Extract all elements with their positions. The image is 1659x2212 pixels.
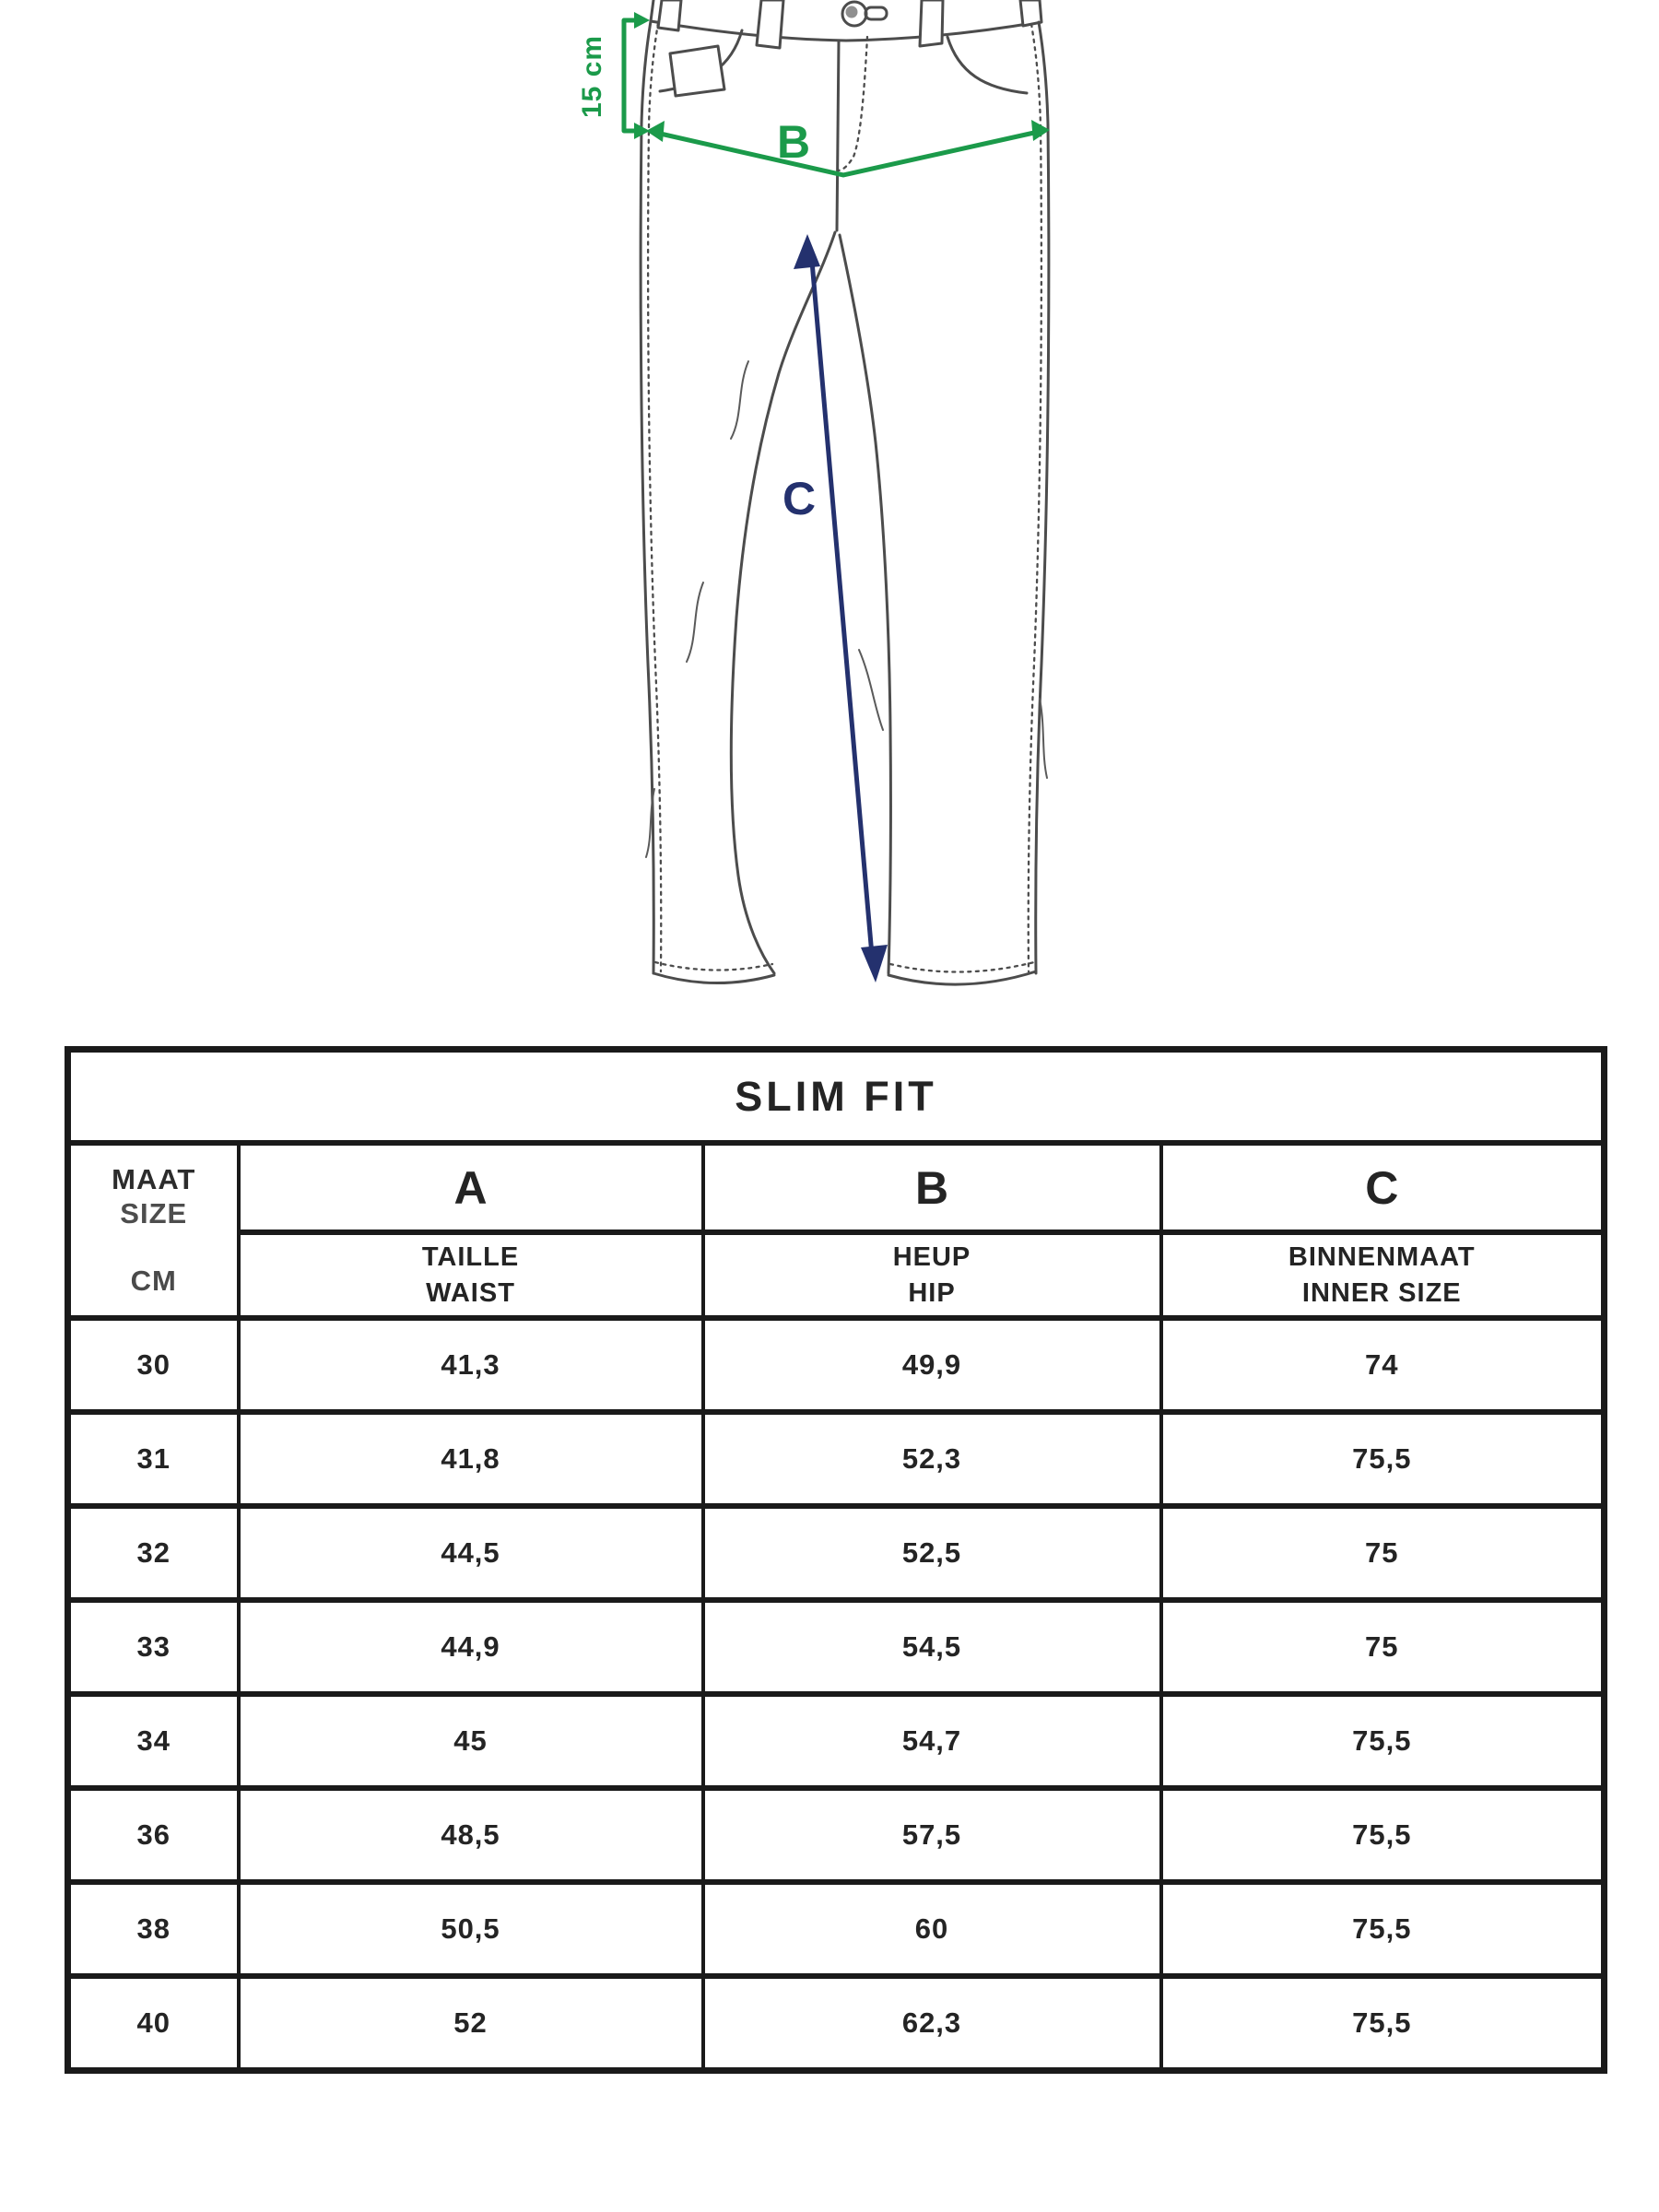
waist-cell: 44,9 — [239, 1600, 703, 1694]
center-front-line — [837, 41, 839, 230]
waist-cell: 45 — [239, 1694, 703, 1788]
column-label-waist: TAILLE WAIST — [239, 1232, 703, 1318]
table-row — [68, 1882, 1605, 1976]
right-pocket-opening — [947, 37, 1027, 93]
table-label-header-row — [68, 1232, 1605, 1318]
hip-cell: 60 — [703, 1882, 1161, 1976]
table-letter-header-row — [68, 1143, 1605, 1232]
hip-cell: 52,5 — [703, 1506, 1161, 1600]
wrinkle-mark — [1040, 699, 1047, 778]
size-header-en: SIZE — [120, 1197, 188, 1230]
right-outer-seam — [1036, 22, 1049, 973]
inner-size-cell: 75,5 — [1161, 1788, 1605, 1882]
inner-size-cell: 75,5 — [1161, 1882, 1605, 1976]
waist-cell: 52 — [239, 1976, 703, 2071]
hip-cell: 52,3 — [703, 1412, 1161, 1506]
table-row — [68, 1600, 1605, 1694]
size-cell: 40 — [68, 1976, 239, 2071]
measure-15cm-label: 15 cm — [577, 34, 607, 118]
size-cell: 36 — [68, 1788, 239, 1882]
hip-cell: 57,5 — [703, 1788, 1161, 1882]
waistband-left-edge — [651, 0, 653, 21]
wrinkle-mark — [859, 650, 883, 730]
hip-cell: 54,5 — [703, 1600, 1161, 1694]
left-hem — [653, 973, 774, 983]
inner-size-cell: 75,5 — [1161, 1412, 1605, 1506]
size-cell: 34 — [68, 1694, 239, 1788]
hip-cell: 62,3 — [703, 1976, 1161, 2071]
left-outer-seam — [641, 21, 653, 973]
wrinkle-mark — [687, 582, 703, 662]
inner-size-cell: 75,5 — [1161, 1694, 1605, 1788]
column-label-hip: HEUP HIP — [703, 1232, 1161, 1318]
measure-b-line — [656, 133, 1034, 175]
size-cell: 33 — [68, 1600, 239, 1694]
inner-size-cell: 75 — [1161, 1600, 1605, 1694]
waist-cell: 41,8 — [239, 1412, 703, 1506]
waist-cell: 41,3 — [239, 1318, 703, 1412]
fly-j-stitch — [838, 37, 867, 171]
right-hem-stitch — [890, 962, 1034, 972]
waist-cell: 50,5 — [239, 1882, 703, 1976]
measure-b-label: B — [776, 116, 811, 168]
column-label-inner-size: BINNENMAAT INNER SIZE — [1161, 1232, 1605, 1318]
table-title-row — [68, 1050, 1605, 1144]
left-hem-stitch — [655, 962, 772, 971]
size-cell: 38 — [68, 1882, 239, 1976]
belt-loop — [757, 0, 783, 48]
table-row — [68, 1412, 1605, 1506]
size-table — [65, 1046, 1607, 2074]
button-tab — [865, 7, 887, 19]
inner-size-cell: 75 — [1161, 1506, 1605, 1600]
pants-measurement-diagram — [0, 0, 1659, 1046]
size-column-header — [68, 1143, 239, 1318]
table-row — [68, 1318, 1605, 1412]
measure-c-arrow-bottom — [861, 945, 888, 982]
belt-loop — [658, 0, 681, 30]
bracket-arrow-top — [634, 12, 650, 29]
size-cell: 32 — [68, 1506, 239, 1600]
right-seam-stitch — [1029, 24, 1041, 971]
table-row — [68, 1694, 1605, 1788]
wrinkle-mark — [731, 361, 748, 439]
table-title: SLIM FIT — [68, 1050, 1605, 1144]
inner-size-cell: 74 — [1161, 1318, 1605, 1412]
column-letter-c: C — [1161, 1143, 1605, 1232]
hip-cell: 54,7 — [703, 1694, 1161, 1788]
button-center — [846, 6, 858, 18]
inner-size-cell: 75,5 — [1161, 1976, 1605, 2071]
measure-c-label: C — [782, 473, 817, 524]
hip-cell: 49,9 — [703, 1318, 1161, 1412]
table-row — [68, 1976, 1605, 2071]
watch-pocket — [670, 46, 724, 96]
right-hem — [888, 971, 1036, 984]
column-letter-b: B — [703, 1143, 1161, 1232]
waist-cell: 44,5 — [239, 1506, 703, 1600]
pants-line-drawing — [0, 0, 1659, 1046]
size-cell: 30 — [68, 1318, 239, 1412]
belt-loop — [920, 0, 943, 46]
size-header-nl: MAAT — [112, 1163, 196, 1196]
column-letter-a: A — [239, 1143, 703, 1232]
table-row — [68, 1506, 1605, 1600]
measure-c-arrow-top — [794, 234, 820, 269]
waistband-bottom-seam — [651, 21, 1039, 41]
waist-cell: 48,5 — [239, 1788, 703, 1882]
size-unit-label: CM — [130, 1264, 177, 1297]
bracket-line-15cm — [624, 20, 638, 131]
size-cell: 31 — [68, 1412, 239, 1506]
table-row — [68, 1788, 1605, 1882]
